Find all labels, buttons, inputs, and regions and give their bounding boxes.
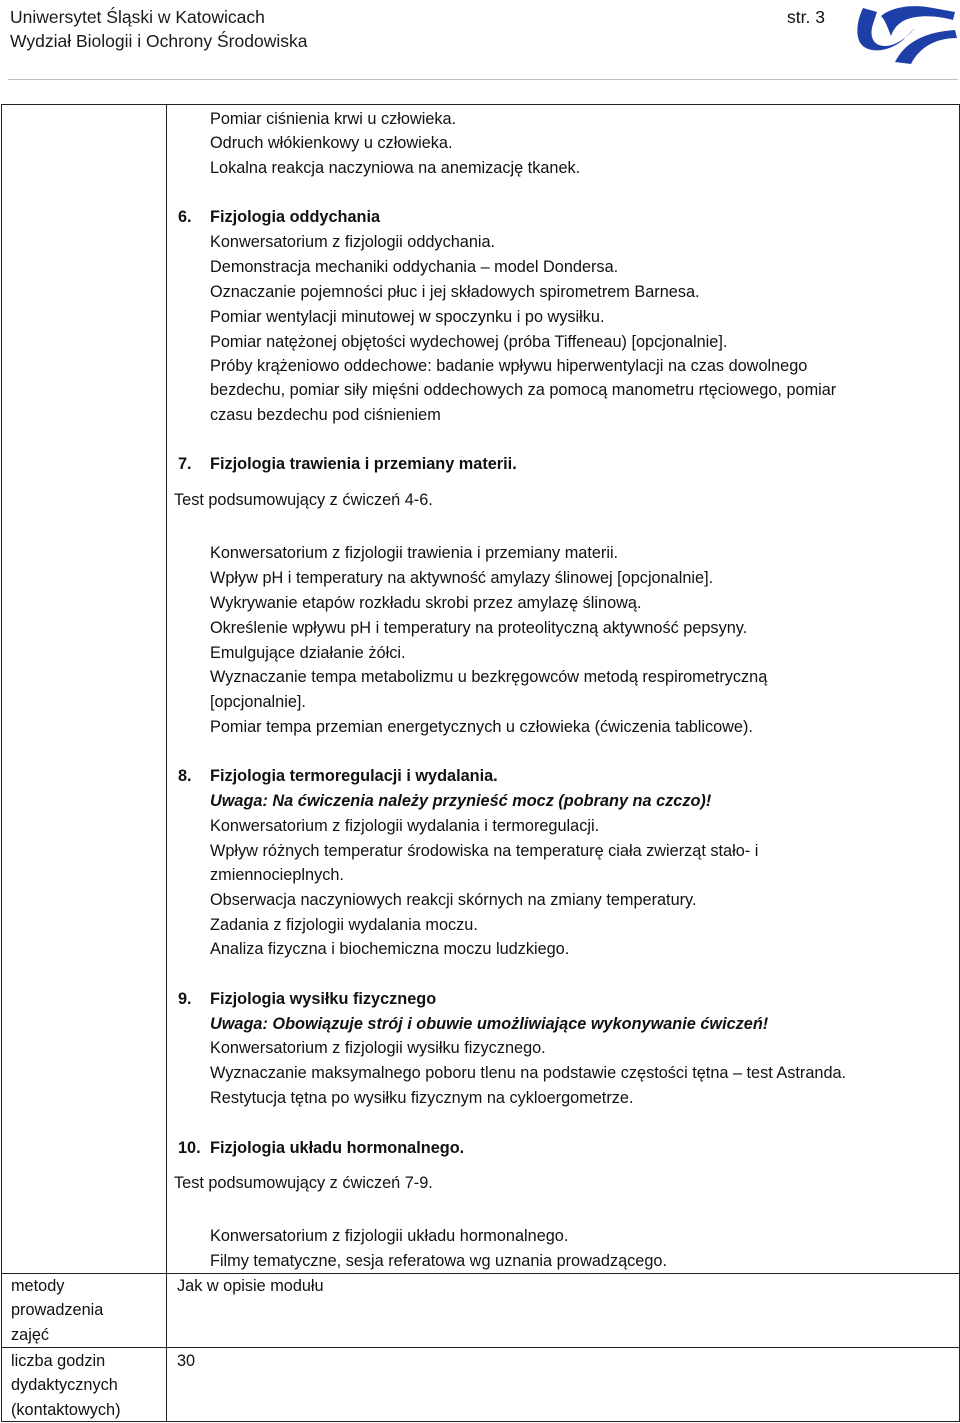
list-item: Wyznaczanie maksymalnego poboru tlenu na podstawie częstości tętna – test Astranda.: [210, 1064, 847, 1082]
list-item: zmiennocieplnych.: [210, 866, 344, 884]
list-item: Pomiar natężonej objętości wydechowej (próba Tiffeneau) [opcjonalnie].: [210, 333, 728, 351]
list-item: Wyznaczanie tempa metabolizmu u bezkręgowców metodą respirometryczną: [210, 668, 768, 686]
hours-label-line: (kontaktowych): [11, 1401, 121, 1419]
list-item: Filmy tematyczne, sesja referatowa wg uznania prowadzącego.: [210, 1252, 667, 1270]
list-item: Odruch włókienkowy u człowieka.: [210, 134, 453, 152]
list-item: [opcjonalnie].: [210, 693, 306, 711]
list-item: Pomiar wentylacji minutowej w spoczynku i po wysiłku.: [210, 308, 605, 326]
section-title: Fizjologia układu hormonalnego.: [210, 1139, 465, 1157]
hours-value: 30: [177, 1352, 196, 1370]
section-title: Fizjologia wysiłku fizycznego: [210, 990, 437, 1008]
test-note: Test podsumowujący z ćwiczeń 4-6.: [174, 491, 433, 509]
university-name: Uniwersytet Śląski w Katowicach: [10, 7, 265, 27]
section-title: Fizjologia oddychania: [210, 208, 381, 226]
methods-label-line: prowadzenia: [11, 1301, 104, 1319]
hours-label-line: dydaktycznych: [11, 1376, 118, 1394]
list-item: Konwersatorium z fizjologii układu hormonalnego.: [210, 1227, 569, 1245]
section-title: Fizjologia termoregulacji i wydalania.: [210, 767, 498, 785]
test-note: Test podsumowujący z ćwiczeń 7-9.: [174, 1174, 433, 1192]
section-number: 10.: [178, 1139, 201, 1157]
table-column-divider: [166, 104, 167, 1422]
list-item: Lokalna reakcja naczyniowa na anemizację tkanek.: [210, 159, 581, 177]
list-item: Pomiar tempa przemian energetycznych u człowieka (ćwiczenia tablicowe).: [210, 718, 753, 736]
list-item: Demonstracja mechaniki oddychania – model Dondersa.: [210, 258, 619, 276]
header-divider: [8, 79, 958, 80]
page-number: str. 3: [787, 7, 825, 27]
section-number: 8.: [178, 767, 192, 785]
section-number: 7.: [178, 455, 192, 473]
list-item: Próby krążeniowo oddechowe: badanie wpływu hiperwentylacji na czas dowolnego: [210, 357, 808, 375]
faculty-name: Wydział Biologii i Ochrony Środowiska: [10, 31, 308, 51]
list-item: Konwersatorium z fizjologii oddychania.: [210, 233, 496, 251]
table-row-divider: [1, 1273, 960, 1274]
list-item: Oznaczanie pojemności płuc i jej składowych spirometrem Barnesa.: [210, 283, 700, 301]
university-logo: [845, 2, 958, 72]
list-item: Obserwacja naczyniowych reakcji skórnych na zmiany temperatury.: [210, 891, 697, 909]
list-item: bezdechu, pomiar siły mięśni oddechowych za pomocą manometru rtęciowego, pomiar: [210, 381, 837, 399]
warning-note: Uwaga: Na ćwiczenia należy przynieść mocz (pobrany na czczo)!: [210, 792, 712, 810]
section-number: 9.: [178, 990, 192, 1008]
list-item: czasu bezdechu pod ciśnieniem: [210, 406, 441, 424]
list-item: Restytucja tętna po wysiłku fizycznym na cykloergometrze.: [210, 1089, 634, 1107]
list-item: Wpływ różnych temperatur środowiska na temperaturę ciała zwierząt stało- i: [210, 842, 759, 860]
list-item: Zadania z fizjologii wydalania moczu.: [210, 916, 478, 934]
list-item: Wpływ pH i temperatury na aktywność amylazy ślinowej [opcjonalnie].: [210, 569, 714, 587]
table-row-divider: [1, 1347, 960, 1348]
list-item: Analiza fizyczna i biochemiczna moczu ludzkiego.: [210, 940, 570, 958]
list-item: Pomiar ciśnienia krwi u człowieka.: [210, 110, 457, 128]
list-item: Wykrywanie etapów rozkładu skrobi przez amylazę ślinową.: [210, 594, 642, 612]
warning-note: Uwaga: Obowiązuje strój i obuwie umożliwiające wykonywanie ćwiczeń!: [210, 1015, 769, 1033]
methods-label-line: zajęć: [11, 1326, 50, 1344]
list-item: Konwersatorium z fizjologii trawienia i przemiany materii.: [210, 544, 619, 562]
methods-value: Jak w opisie modułu: [177, 1277, 324, 1295]
section-number: 6.: [178, 208, 192, 226]
list-item: Konwersatorium z fizjologii wydalania i termoregulacji.: [210, 817, 600, 835]
methods-label-line: metody: [11, 1277, 65, 1295]
list-item: Określenie wpływu pH i temperatury na proteolityczną aktywność pepsyny.: [210, 619, 748, 637]
list-item: Konwersatorium z fizjologii wysiłku fizycznego.: [210, 1039, 546, 1057]
list-item: Emulgujące działanie żółci.: [210, 644, 406, 662]
hours-label-line: liczba godzin: [11, 1352, 106, 1370]
section-title: Fizjologia trawienia i przemiany materii.: [210, 455, 517, 473]
